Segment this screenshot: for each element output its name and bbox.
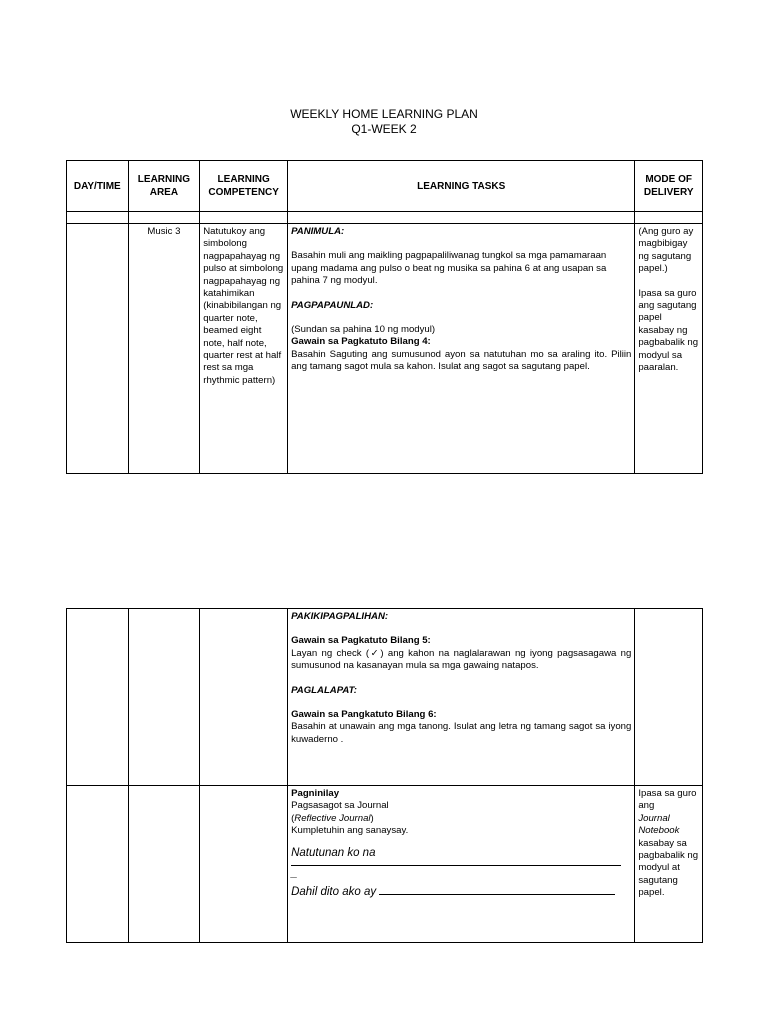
- learning-tasks-cell: [288, 609, 635, 786]
- learning-competency-cell: Natutukoy ang simbolong nagpapahayag ng pulso at simbolong nagpapahayag ng katahimikan (kinabibilangan ng quarter note, beamed eight note, half note, quarter rest at half rest sa mga rhythmic pattern): [200, 224, 288, 474]
- header-mode-of-delivery: MODE OF DELIVERY: [635, 161, 703, 212]
- journal-line-3: Kumpletuhin ang sanaysay.: [291, 825, 409, 837]
- learning-tasks-cell: [288, 786, 635, 943]
- table-row: [67, 224, 703, 474]
- learning-area-cell: Music 3: [128, 224, 200, 474]
- sundan-text: (Sundan sa pahina 10 ng modyul): [291, 324, 436, 336]
- header-learning-competency: LEARNING COMPETENCY: [200, 161, 288, 212]
- gawain-5-text: Layan ng check (✓) ang kahon na naglalarawan ng iyong pagsasagawa ng sumusunod na kasanayan mula sa mga gawaing natapos.: [291, 647, 632, 672]
- paglalapat-heading: PAGLALAPAT:: [291, 684, 357, 696]
- plan-table-1: [66, 160, 703, 474]
- gawain-5-title: Gawain sa Pagkatuto Bilang 5:: [291, 635, 431, 647]
- pagpapaunlad-heading: PAGPAPAUNLAD:: [291, 299, 374, 311]
- gawain-6-text: Basahin at unawain ang mga tanong. Isulat ang letra ng tamang sagot sa iyong kuwaderno .: [291, 721, 632, 745]
- answer-line-2: [379, 894, 615, 895]
- answer-dash: _: [291, 866, 298, 879]
- document-title: WEEKLY HOME LEARNING PLAN: [290, 107, 478, 121]
- mode-text-a: (Ang guro ay magbibigay ng sagutang papel.): [638, 226, 694, 275]
- panimula-text: Basahin muli ang maikling pagpapaliliwanag tungkol sa mga pamamaraan upang madama ang pulso o beat ng musika sa pahina 6 at ang usapan sa pahina 7 ng modyul.: [291, 250, 607, 287]
- spacer-row: [67, 212, 703, 224]
- day-time-cell: [67, 224, 129, 474]
- mode-text-pre: Ipasa sa guro ang: [638, 788, 697, 812]
- pakikipagpalihan-heading: PAKIKIPAGPALIHAN:: [291, 611, 389, 622]
- header-day-time: DAY/TIME: [67, 161, 129, 212]
- table-row: [67, 609, 703, 786]
- gawain-6-title: Gawain sa Pangkatuto Bilang 6:: [291, 709, 437, 721]
- mode-text-post: kasabay sa pagbabalik ng modyul at sagutang papel.: [638, 837, 699, 899]
- gawain-4-title: Gawain sa Pagkatuto Bilang 4:: [291, 336, 431, 348]
- table-row: [67, 786, 703, 943]
- panimula-heading: PANIMULA:: [291, 226, 345, 237]
- header-row: [67, 161, 703, 212]
- header-learning-area: LEARNING AREA: [128, 161, 200, 212]
- mode-of-delivery-cell: [635, 224, 703, 474]
- header-learning-tasks: LEARNING TASKS: [288, 161, 635, 212]
- mode-text-b: Ipasa sa guro ang sagutang papel kasabay ng pagbabalik ng modyul sa paaralan.: [638, 287, 699, 374]
- reflection-prompt-2: Dahil dito ako ay: [291, 885, 631, 900]
- mode-text-italic: Journal Notebook: [638, 812, 680, 837]
- mode-of-delivery-cell: [635, 786, 703, 943]
- reflection-prompt-1: Natutunan ko na: [291, 846, 376, 859]
- pagninilay-heading: Pagninilay: [291, 788, 340, 799]
- gawain-4-text: Basahin Saguting ang sumusunod ayon sa natutuhan mo sa araling ito. Piliin ang tamang sagot mula sa kahon. Isulat ang sagot sa sagutang papel.: [291, 348, 632, 373]
- journal-line-2: (Reflective Journal): [291, 812, 374, 824]
- plan-table-2: [66, 608, 703, 943]
- journal-line-1: Pagsasagot sa Journal: [291, 800, 389, 812]
- document-subtitle: Q1-WEEK 2: [351, 122, 417, 136]
- learning-tasks-cell: [288, 224, 635, 474]
